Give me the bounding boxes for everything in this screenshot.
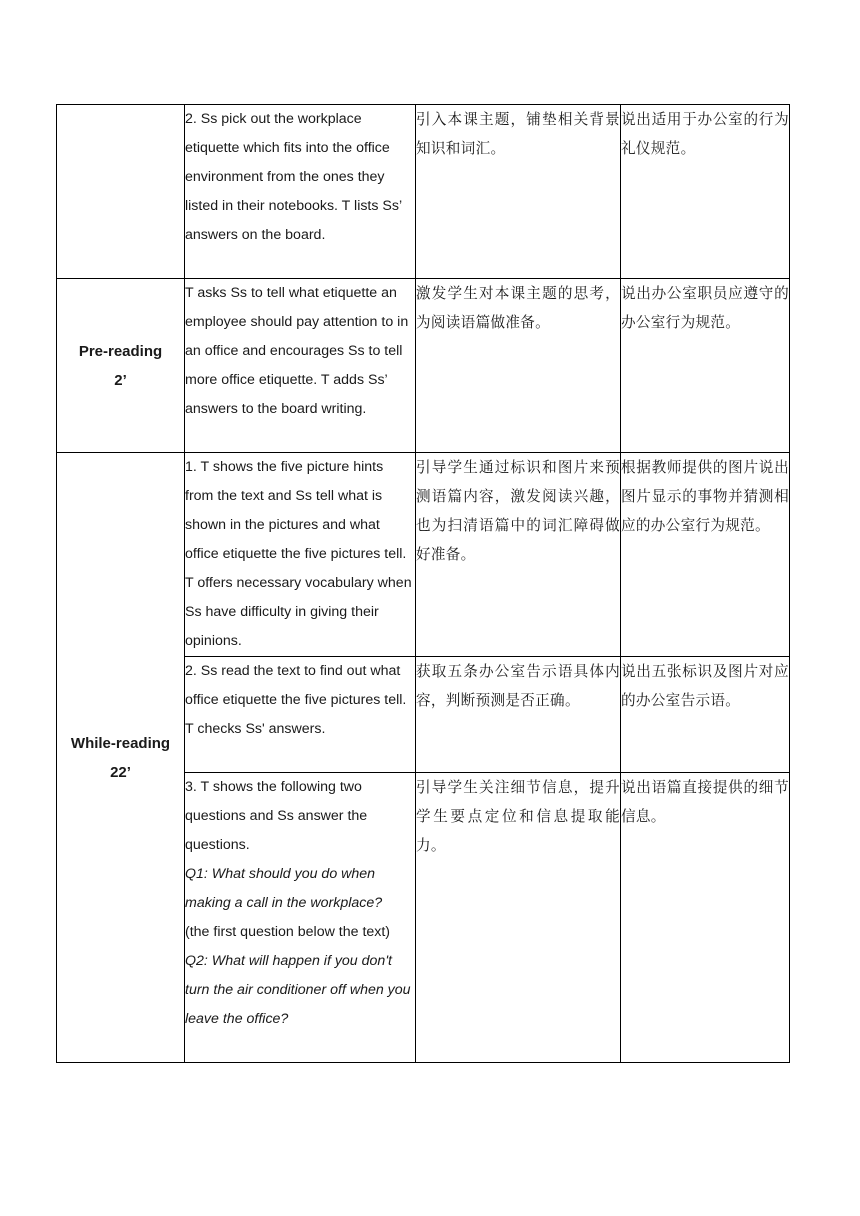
activity-text: T asks Ss to tell what etiquette an employee should pay attention to in an office and encourages Ss to tell more office etiquette. T adds Ss’ answers to the board writing. xyxy=(185,285,409,417)
purpose-cell: 获取五条办公室告示语具体内容，判断预测是否正确。 xyxy=(416,657,621,773)
activity-text: 2. Ss pick out the workplace etiquette which fits into the office environment from the ones they listed in their notebooks. T lists Ss’ answers on the board. xyxy=(185,111,402,243)
purpose-cell: 引入本课主题，铺垫相关背景知识和词汇。 xyxy=(416,105,621,279)
stage-time: 22’ xyxy=(110,763,131,781)
stage-cell xyxy=(57,453,185,1063)
activity-cell xyxy=(185,279,416,453)
activity-cell xyxy=(185,657,416,773)
outcome-cell: 说出语篇直接提供的细节信息。 xyxy=(621,773,790,1063)
table-row xyxy=(57,279,790,453)
activity-text: 3. T shows the following two questions and Ss answer the questions. xyxy=(185,779,368,853)
stage-name: While-reading xyxy=(70,734,171,752)
activity-text: 2. Ss read the text to find out what office etiquette the five pictures tell. T checks Ss' answers. xyxy=(185,663,407,737)
purpose-cell: 激发学生对本课主题的思考，为阅读语篇做准备。 xyxy=(416,279,621,453)
outcome-cell: 说出五张标识及图片对应的办公室告示语。 xyxy=(621,657,790,773)
table-row xyxy=(57,453,790,657)
activity-cell xyxy=(185,773,416,1063)
outcome-cell: 说出办公室职员应遵守的办公室行为规范。 xyxy=(621,279,790,453)
table-row xyxy=(57,105,790,279)
question-1-note: (the first question below the text) xyxy=(185,924,391,940)
question-1: Q1: What should you do when making a call in the workplace? xyxy=(185,866,383,911)
outcome-cell: 根据教师提供的图片说出图片显示的事物并猜测相应的办公室行为规范。 xyxy=(621,453,790,657)
stage-cell xyxy=(57,279,185,453)
stage-time: 2’ xyxy=(114,371,127,389)
stage-name: Pre-reading xyxy=(78,342,163,360)
outcome-cell: 说出适用于办公室的行为礼仪规范。 xyxy=(621,105,790,279)
question-2: Q2: What will happen if you don't turn the air conditioner off when you leave the office? xyxy=(185,953,411,1027)
activity-text: 1. T shows the five picture hints from the text and Ss tell what is shown in the pictures and what office etiquette the five pictures tell. T offers necessary vocabulary when Ss have difficulty in giving their opinions. xyxy=(185,459,412,649)
activity-cell xyxy=(185,105,416,279)
stage-cell-empty xyxy=(57,105,185,279)
lesson-plan-table xyxy=(56,104,790,1063)
purpose-cell: 引导学生关注细节信息，提升学生要点定位和信息提取能力。 xyxy=(416,773,621,1063)
purpose-cell: 引导学生通过标识和图片来预测语篇内容，激发阅读兴趣，也为扫清语篇中的词汇障碍做好准备。 xyxy=(416,453,621,657)
activity-cell xyxy=(185,453,416,657)
